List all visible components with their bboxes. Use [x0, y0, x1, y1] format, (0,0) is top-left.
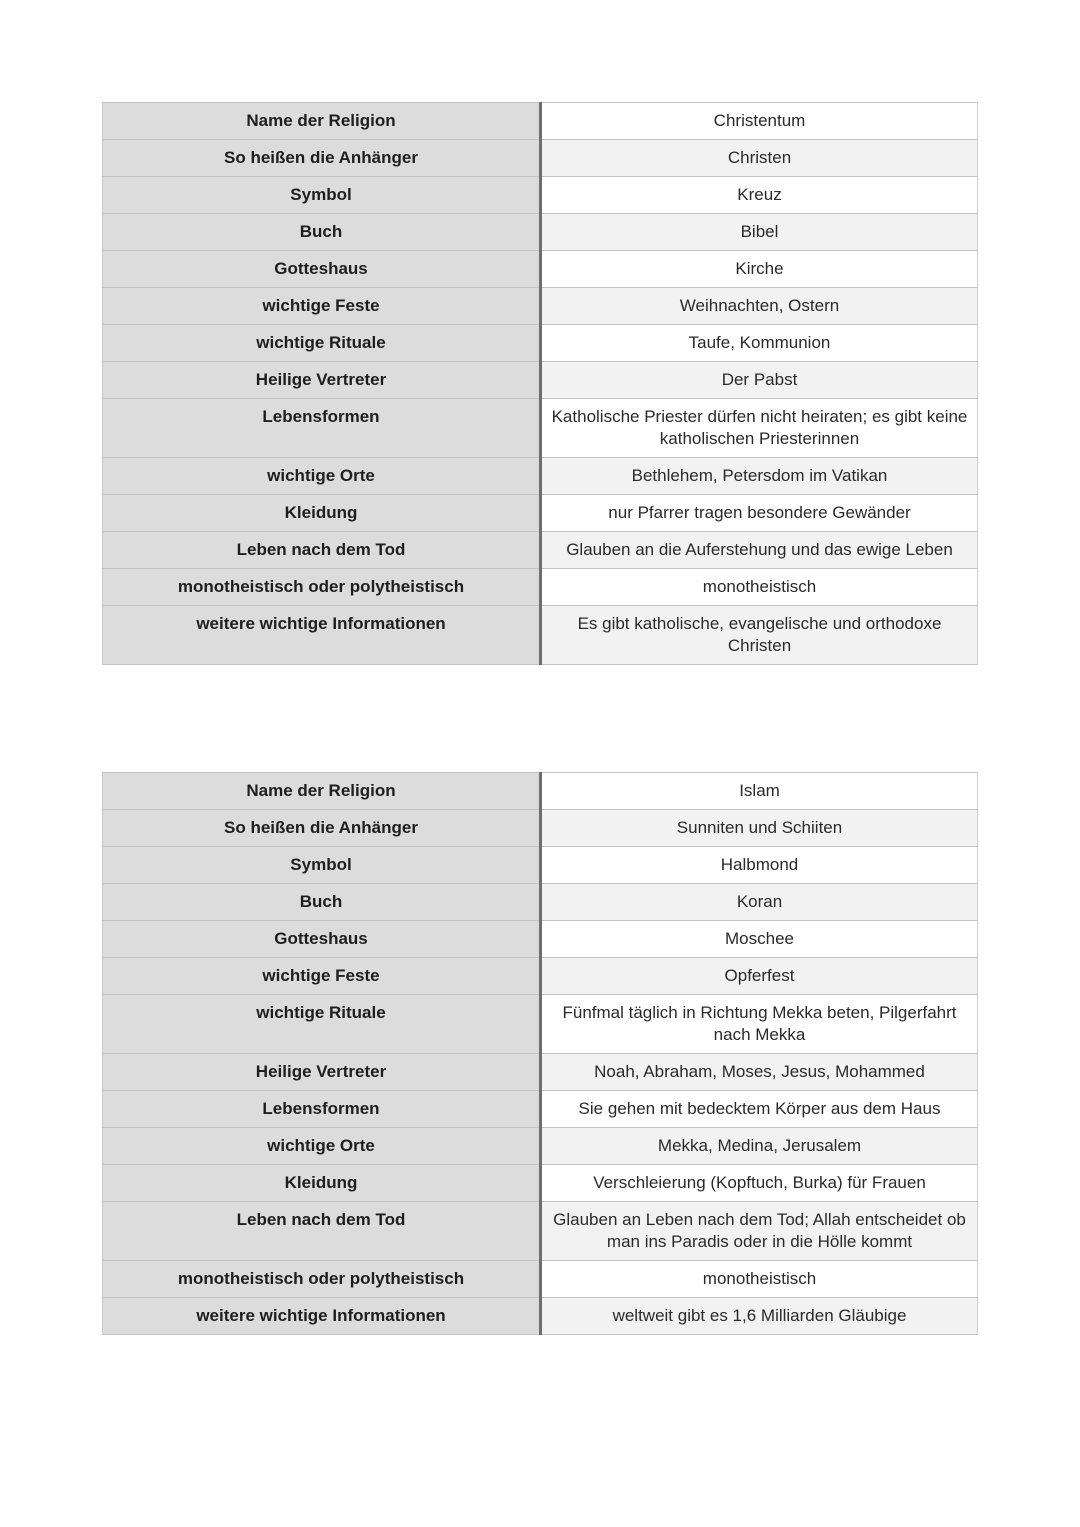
- row-label: Leben nach dem Tod: [103, 1202, 541, 1261]
- row-label: Lebensformen: [103, 1091, 541, 1128]
- row-label: Heilige Vertreter: [103, 362, 541, 399]
- row-value: Glauben an die Auferstehung und das ewige Leben: [541, 532, 978, 569]
- row-value: monotheistisch: [541, 1261, 978, 1298]
- table-row: [103, 1128, 978, 1165]
- table-row: [103, 810, 978, 847]
- row-label: wichtige Rituale: [103, 325, 541, 362]
- row-label: Lebensformen: [103, 399, 541, 458]
- row-label: Kleidung: [103, 1165, 541, 1202]
- row-label: wichtige Feste: [103, 288, 541, 325]
- row-value: Kreuz: [541, 177, 978, 214]
- row-value: Bethlehem, Petersdom im Vatikan: [541, 458, 978, 495]
- row-value: Mekka, Medina, Jerusalem: [541, 1128, 978, 1165]
- row-value: nur Pfarrer tragen besondere Gewänder: [541, 495, 978, 532]
- row-label: Kleidung: [103, 495, 541, 532]
- row-label: Symbol: [103, 847, 541, 884]
- table-row: [103, 532, 978, 569]
- row-label: Gotteshaus: [103, 921, 541, 958]
- row-value: Kirche: [541, 251, 978, 288]
- row-value: Halbmond: [541, 847, 978, 884]
- row-label: Symbol: [103, 177, 541, 214]
- row-value: Moschee: [541, 921, 978, 958]
- table-row: [103, 177, 978, 214]
- row-label: weitere wichtige Informationen: [103, 1298, 541, 1335]
- table-row: [103, 847, 978, 884]
- row-label: wichtige Orte: [103, 458, 541, 495]
- table-row: [103, 995, 978, 1054]
- row-label: Gotteshaus: [103, 251, 541, 288]
- table-row: [103, 458, 978, 495]
- table-row: [103, 1165, 978, 1202]
- table-row: [103, 325, 978, 362]
- row-value: Noah, Abraham, Moses, Jesus, Mohammed: [541, 1054, 978, 1091]
- row-value: Sunniten und Schiiten: [541, 810, 978, 847]
- table-row: [103, 1091, 978, 1128]
- row-label: So heißen die Anhänger: [103, 810, 541, 847]
- row-value: monotheistisch: [541, 569, 978, 606]
- row-value: Taufe, Kommunion: [541, 325, 978, 362]
- row-label: wichtige Orte: [103, 1128, 541, 1165]
- table-row: [103, 1298, 978, 1335]
- row-label: monotheistisch oder polytheistisch: [103, 1261, 541, 1298]
- row-value: Katholische Priester dürfen nicht heiraten; es gibt keine katholischen Priesterinnen: [541, 399, 978, 458]
- row-label: Name der Religion: [103, 103, 541, 140]
- row-label: monotheistisch oder polytheistisch: [103, 569, 541, 606]
- row-value: Islam: [541, 773, 978, 810]
- table-row: [103, 251, 978, 288]
- row-label: Name der Religion: [103, 773, 541, 810]
- row-label: So heißen die Anhänger: [103, 140, 541, 177]
- row-label: wichtige Feste: [103, 958, 541, 995]
- row-value: Der Pabst: [541, 362, 978, 399]
- row-value: Fünfmal täglich in Richtung Mekka beten, Pilgerfahrt nach Mekka: [541, 995, 978, 1054]
- row-label: Buch: [103, 884, 541, 921]
- table-row: [103, 773, 978, 810]
- row-label: Leben nach dem Tod: [103, 532, 541, 569]
- row-value: Bibel: [541, 214, 978, 251]
- row-label: weitere wichtige Informationen: [103, 606, 541, 665]
- table-row: [103, 288, 978, 325]
- table-row: [103, 921, 978, 958]
- row-value: Opferfest: [541, 958, 978, 995]
- row-value: Glauben an Leben nach dem Tod; Allah entscheidet ob man ins Paradis oder in die Hölle kommt: [541, 1202, 978, 1261]
- table-row: [103, 140, 978, 177]
- christianity-table: [102, 102, 978, 665]
- table-row: [103, 103, 978, 140]
- table-row: [103, 606, 978, 665]
- row-value: Sie gehen mit bedecktem Körper aus dem Haus: [541, 1091, 978, 1128]
- row-label: Buch: [103, 214, 541, 251]
- table-row: [103, 495, 978, 532]
- row-label: wichtige Rituale: [103, 995, 541, 1054]
- table-row: [103, 884, 978, 921]
- islam-table: [102, 772, 978, 1335]
- row-value: Koran: [541, 884, 978, 921]
- table-row: [103, 1054, 978, 1091]
- table-row: [103, 958, 978, 995]
- table-row: [103, 1202, 978, 1261]
- row-value: Verschleierung (Kopftuch, Burka) für Frauen: [541, 1165, 978, 1202]
- row-value: weltweit gibt es 1,6 Milliarden Gläubige: [541, 1298, 978, 1335]
- table-row: [103, 362, 978, 399]
- row-value: Es gibt katholische, evangelische und orthodoxe Christen: [541, 606, 978, 665]
- table-row: [103, 1261, 978, 1298]
- row-label: Heilige Vertreter: [103, 1054, 541, 1091]
- table-row: [103, 214, 978, 251]
- table-row: [103, 569, 978, 606]
- row-value: Christentum: [541, 103, 978, 140]
- row-value: Christen: [541, 140, 978, 177]
- row-value: Weihnachten, Ostern: [541, 288, 978, 325]
- table-row: [103, 399, 978, 458]
